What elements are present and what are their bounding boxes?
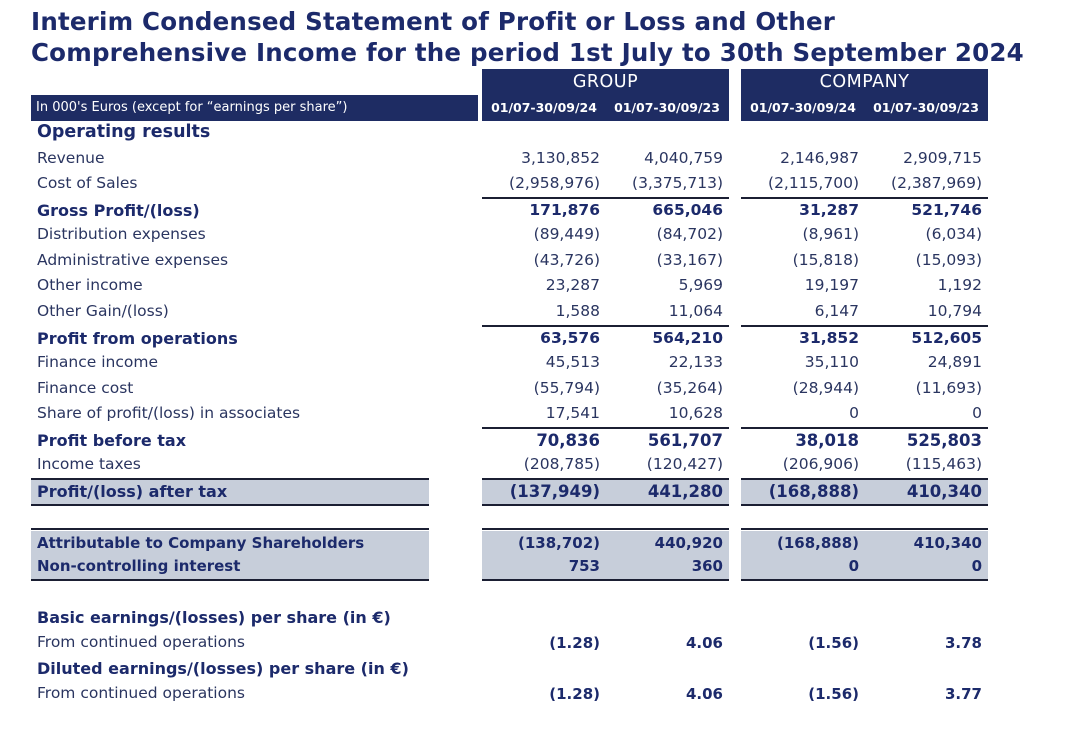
value-cell: 31,852 bbox=[799, 329, 859, 347]
section-basic-eps: Basic earnings/(losses) per share (in €) bbox=[37, 608, 391, 627]
value-cell: 3,130,852 bbox=[521, 149, 600, 167]
value-cell: 753 bbox=[568, 557, 600, 575]
row-revenue-label: Revenue bbox=[37, 149, 105, 167]
row-diluted-continued-label: From continued operations bbox=[37, 684, 245, 702]
value-cell: 3.78 bbox=[944, 634, 982, 652]
value-cell: (1.56) bbox=[808, 685, 859, 703]
value-cell: 45,513 bbox=[545, 353, 600, 371]
row-finance-income-label: Finance income bbox=[37, 353, 158, 371]
company-period-prior: 01/07-30/09/23 bbox=[873, 100, 979, 115]
rule bbox=[482, 197, 729, 199]
value-cell: (11,693) bbox=[915, 379, 982, 397]
value-cell: 410,340 bbox=[913, 534, 982, 552]
value-cell: (15,818) bbox=[792, 251, 859, 269]
group-header bbox=[482, 69, 729, 121]
value-cell: 1,588 bbox=[555, 302, 600, 320]
value-cell: 6,147 bbox=[814, 302, 859, 320]
value-cell: 11,064 bbox=[668, 302, 723, 320]
value-cell: 512,605 bbox=[911, 329, 982, 347]
section-diluted-eps: Diluted earnings/(losses) per share (in €) bbox=[37, 659, 409, 678]
row-cost-of-sales-label: Cost of Sales bbox=[37, 174, 138, 192]
value-cell: 561,707 bbox=[647, 431, 723, 450]
row-gross-profit-label: Gross Profit/(loss) bbox=[37, 201, 200, 220]
value-cell: (43,726) bbox=[533, 251, 600, 269]
section-operating-results: Operating results bbox=[37, 122, 211, 142]
value-cell: 525,803 bbox=[906, 431, 982, 450]
company-period-current: 01/07-30/09/24 bbox=[750, 100, 856, 115]
rule bbox=[741, 427, 988, 429]
value-cell: 1,192 bbox=[937, 276, 982, 294]
value-cell: (8,961) bbox=[802, 225, 859, 243]
value-cell: 5,969 bbox=[678, 276, 723, 294]
rule bbox=[741, 579, 988, 581]
group-period-current: 01/07-30/09/24 bbox=[491, 100, 597, 115]
value-cell: (2,958,976) bbox=[509, 174, 600, 192]
value-cell: 564,210 bbox=[652, 329, 723, 347]
row-finance-cost-label: Finance cost bbox=[37, 379, 134, 397]
row-profit-after-tax-label: Profit/(loss) after tax bbox=[37, 482, 228, 501]
value-cell: 22,133 bbox=[668, 353, 723, 371]
value-cell: 2,909,715 bbox=[903, 149, 982, 167]
value-cell: 0 bbox=[848, 557, 859, 575]
rule bbox=[741, 528, 988, 530]
value-cell: (89,449) bbox=[533, 225, 600, 243]
value-cell: (6,034) bbox=[925, 225, 982, 243]
row-distribution-label: Distribution expenses bbox=[37, 225, 206, 243]
value-cell: (1.28) bbox=[549, 634, 600, 652]
rule bbox=[31, 528, 429, 530]
value-cell: (115,463) bbox=[905, 455, 982, 473]
rule bbox=[482, 325, 729, 327]
rule bbox=[31, 478, 429, 480]
value-cell: 2,146,987 bbox=[780, 149, 859, 167]
value-cell: 521,746 bbox=[911, 201, 982, 219]
rule bbox=[31, 579, 429, 581]
value-cell: (206,906) bbox=[782, 455, 859, 473]
row-administrative-label: Administrative expenses bbox=[37, 251, 229, 269]
group-period-prior: 01/07-30/09/23 bbox=[614, 100, 720, 115]
value-cell: (35,264) bbox=[656, 379, 723, 397]
value-cell: 4.06 bbox=[685, 685, 723, 703]
value-cell: (2,115,700) bbox=[768, 174, 859, 192]
value-cell: (168,888) bbox=[776, 534, 859, 552]
value-cell: 17,541 bbox=[545, 404, 600, 422]
value-cell: 31,287 bbox=[799, 201, 859, 219]
value-cell: (1.28) bbox=[549, 685, 600, 703]
units-note: In 000's Euros (except for “earnings per share”) bbox=[36, 100, 348, 115]
value-cell: 3.77 bbox=[944, 685, 982, 703]
rule bbox=[741, 197, 988, 199]
value-cell: 35,110 bbox=[804, 353, 859, 371]
rule bbox=[482, 478, 729, 480]
value-cell: (137,949) bbox=[509, 482, 600, 501]
value-cell: 0 bbox=[971, 557, 982, 575]
rule bbox=[482, 579, 729, 581]
row-other-gain-label: Other Gain/(loss) bbox=[37, 302, 169, 320]
value-cell: 10,794 bbox=[927, 302, 982, 320]
value-cell: (3,375,713) bbox=[632, 174, 723, 192]
value-cell: 63,576 bbox=[540, 329, 600, 347]
value-cell: 24,891 bbox=[927, 353, 982, 371]
value-cell: (33,167) bbox=[656, 251, 723, 269]
row-associates-label: Share of profit/(loss) in associates bbox=[37, 404, 301, 422]
value-cell: 19,197 bbox=[804, 276, 859, 294]
value-cell: (15,093) bbox=[915, 251, 982, 269]
value-cell: 665,046 bbox=[652, 201, 723, 219]
value-cell: 4.06 bbox=[685, 634, 723, 652]
value-cell: (2,387,969) bbox=[891, 174, 982, 192]
value-cell: 38,018 bbox=[795, 431, 859, 450]
value-cell: 441,280 bbox=[647, 482, 723, 501]
value-cell: (208,785) bbox=[523, 455, 600, 473]
row-profit-operations-label: Profit from operations bbox=[37, 329, 238, 348]
value-cell: 4,040,759 bbox=[644, 149, 723, 167]
rule bbox=[482, 528, 729, 530]
rule bbox=[482, 504, 729, 506]
value-cell: 360 bbox=[691, 557, 723, 575]
value-cell: (55,794) bbox=[533, 379, 600, 397]
units-header bbox=[31, 95, 478, 121]
value-cell: 0 bbox=[849, 404, 859, 422]
value-cell: (168,888) bbox=[768, 482, 859, 501]
row-basic-continued-label: From continued operations bbox=[37, 633, 245, 651]
group-label: GROUP bbox=[572, 72, 639, 92]
value-cell: 10,628 bbox=[668, 404, 723, 422]
value-cell: 23,287 bbox=[545, 276, 600, 294]
company-header bbox=[741, 69, 988, 121]
value-cell: (120,427) bbox=[646, 455, 723, 473]
rule bbox=[741, 325, 988, 327]
value-cell: (1.56) bbox=[808, 634, 859, 652]
value-cell: 0 bbox=[972, 404, 982, 422]
value-cell: (84,702) bbox=[656, 225, 723, 243]
value-cell: 70,836 bbox=[536, 431, 600, 450]
row-income-taxes-label: Income taxes bbox=[37, 455, 141, 473]
value-cell: 440,920 bbox=[654, 534, 723, 552]
statement-title: Interim Condensed Statement of Profit or Loss and Other Comprehensive Income for the period 1st July to 30th September 2024 bbox=[31, 7, 1024, 67]
value-cell: 171,876 bbox=[529, 201, 600, 219]
row-profit-before-tax-label: Profit before tax bbox=[37, 431, 187, 450]
row-other-income-label: Other income bbox=[37, 276, 143, 294]
value-cell: (28,944) bbox=[792, 379, 859, 397]
rule bbox=[482, 427, 729, 429]
value-cell: 410,340 bbox=[906, 482, 982, 501]
value-cell: (138,702) bbox=[517, 534, 600, 552]
row-attributable-label: Attributable to Company Shareholders bbox=[37, 534, 365, 552]
company-label: COMPANY bbox=[819, 72, 910, 92]
row-non-controlling-label: Non-controlling interest bbox=[37, 557, 241, 575]
rule bbox=[741, 478, 988, 480]
rule bbox=[741, 504, 988, 506]
rule bbox=[31, 504, 429, 506]
